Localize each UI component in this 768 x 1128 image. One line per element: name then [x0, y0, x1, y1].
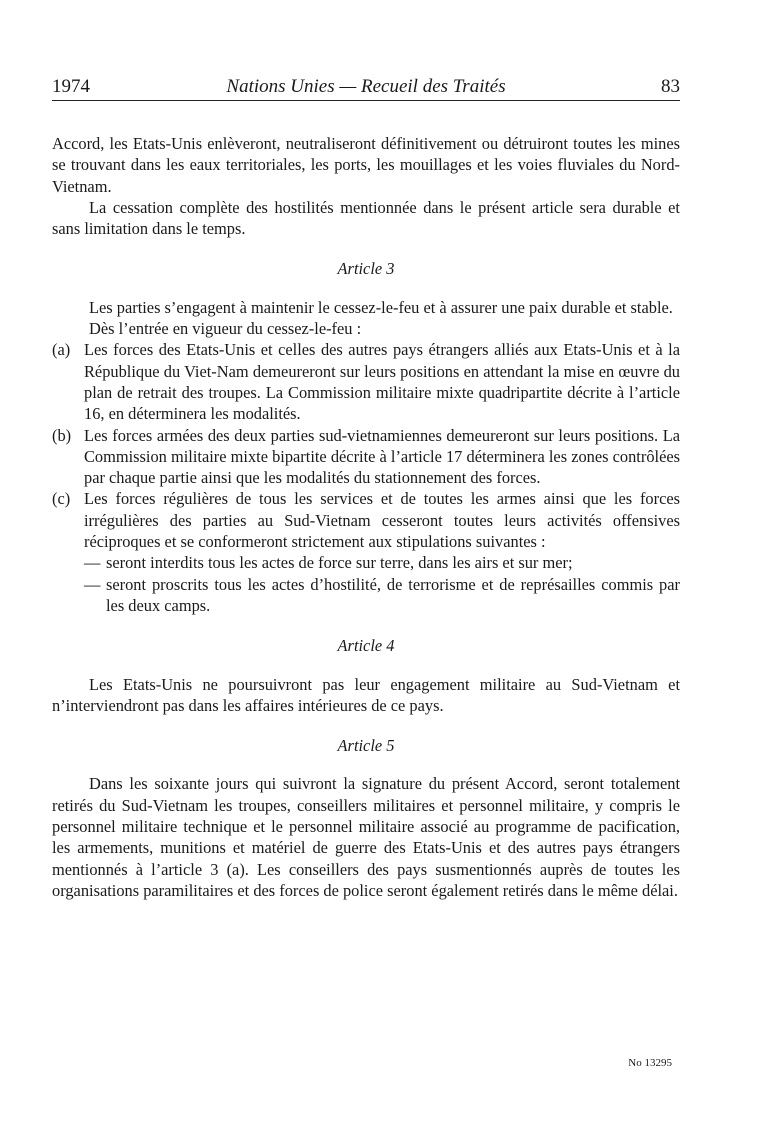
list-item [52, 339, 680, 424]
item-label: (a) [52, 340, 71, 360]
paragraph: Les Etats-Unis ne poursuivront pas leur engagement militaire au Sud-Vietnam et n’interviendront pas dans les affaires intérieures de ce pays. [52, 674, 680, 715]
article-5-heading: Article 5 [337, 736, 395, 756]
paragraph: Les parties s’engagent à maintenir le cessez-le-feu et à assurer une paix durable et stable. [89, 297, 673, 317]
dash-label: — [84, 553, 101, 573]
header-year: 1974 [52, 76, 90, 97]
paragraph: La cessation complète des hostilités mentionnée dans le présent article sera durable et sans limitation dans le temps. [52, 197, 680, 239]
dash-label: — [84, 574, 101, 594]
item-text: Les forces régulières de tous les services et de toutes les armes ainsi que les forces irrégulières des parties au Sud-Vietnam cesseront toutes leurs activités offensives réciproques et se conformeront strictement aux stipulations suivantes : [84, 489, 680, 552]
dash-text: seront interdits tous les actes de force sur terre, dans les airs et sur mer; [106, 553, 573, 573]
item-label: (b) [52, 425, 72, 445]
header-title: Nations Unies — Recueil des Traités [226, 76, 506, 97]
running-header [52, 76, 680, 101]
document-body [52, 133, 680, 901]
article-4-heading: Article 4 [337, 636, 395, 656]
article-3-heading: Article 3 [337, 259, 395, 279]
paragraph: Dès l’entrée en vigueur du cessez-le-feu : [89, 319, 362, 339]
list-item [52, 425, 680, 489]
list-item [52, 488, 680, 552]
dash-text: seront proscrits tous les actes d’hostilité, de terrorisme et de représailles commis par les deux camps. [106, 574, 680, 615]
item-text: Les forces armées des deux parties sud-vietnamiennes demeureront sur leurs positions. La Commission militaire mixte bipartite décrite à l’article 17 déterminera les zones contrôlées par chaque partie ainsi que les modalités du stationnement des forces. [84, 425, 680, 488]
paragraph: Dans les soixante jours qui suivront la signature du présent Accord, seront totalement retirés du Sud-Vietnam les troupes, conseillers militaires et personnel militaire, y compris le personnel militaire technique et le personnel militaire associé au programme de pacification, les armements, munitions et matériel de guerre des Etats-Unis et des autres pays étrangers mentionnés à l’article 3 (a). Les conseillers des pays susmentionnés auprès de toutes les organisations paramilitaires et des forces de police seront également retirés dans le même délai. [52, 774, 680, 900]
item-label: (c) [52, 489, 71, 509]
dash-item [52, 574, 680, 617]
paragraph: Accord, les Etats-Unis enlèveront, neutraliseront définitivement ou détruiront toutes les mines se trouvant dans les eaux territoriales, les ports, les mouillages et les voies fluviales du Nord-Vietnam. [52, 134, 680, 196]
item-text: Les forces des Etats-Unis et celles des autres pays étrangers alliés aux Etats-Unis et à la République du Viet-Nam demeureront sur leurs positions en attendant la mise en œuvre du plan de retrait des troupes. La Commission militaire mixte quadripartite décrite à l’article 16, en déterminera les modalités. [84, 340, 680, 424]
footer-number: No 13295 [628, 1057, 672, 1069]
page-number: 83 [661, 76, 680, 97]
dash-item [52, 552, 680, 573]
